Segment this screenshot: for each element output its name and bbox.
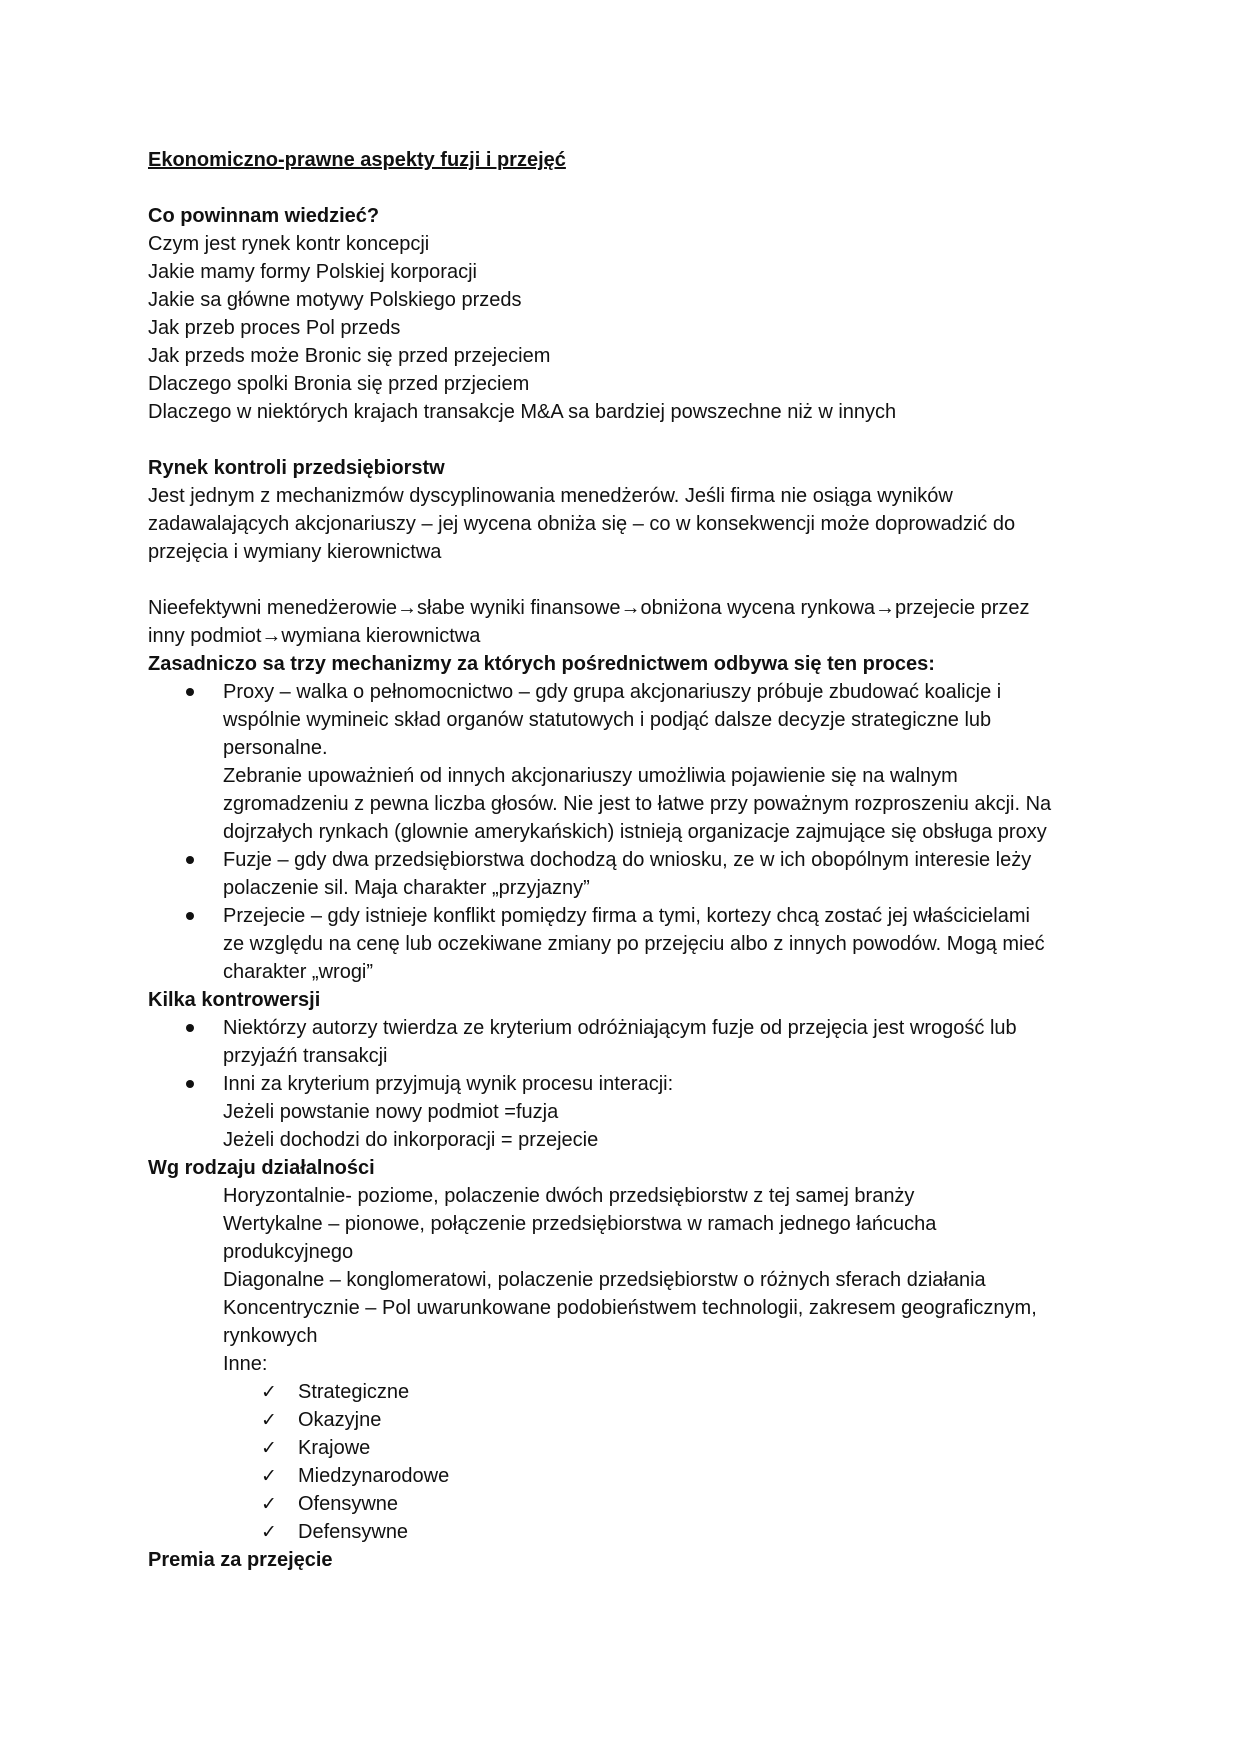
check-item (261, 1518, 1140, 1546)
check-item (261, 1406, 1140, 1434)
text-line: Inni za kryterium przyjmują wynik procesu interacji: (223, 1073, 674, 1095)
chain-line: Nieefektywni menedżerowie→słabe wyniki finansowe→obniżona wycena rynkowa→przejecie przez (148, 597, 1030, 619)
text-line: Wertykalne – pionowe, połączenie przedsiębiorstwa w ramach jednego łańcucha (223, 1213, 937, 1235)
check-item (261, 1378, 1140, 1406)
text-line: Jakie mamy formy Polskiej korporacji (148, 261, 477, 283)
text-line: Dlaczego w niektórych krajach transakcje M&A sa bardziej powszechne niż w innych (148, 401, 897, 423)
check-item (261, 1490, 1140, 1518)
text-line: Dlaczego spolki Bronia się przed przjeciem (148, 373, 530, 395)
text-line: Fuzje – gdy dwa przedsiębiorstwa dochodzą do wniosku, ze w ich obopólnym interesie leży (223, 849, 1032, 871)
check-item-label: Okazyjne (298, 1409, 382, 1431)
document-title: Ekonomiczno-prawne aspekty fuzji i przejęć (148, 149, 566, 171)
check-item-label: Miedzynarodowe (298, 1465, 450, 1487)
text-line: Koncentrycznie – Pol uwarunkowane podobieństwem technologii, zakresem geograficznym, (223, 1297, 1037, 1319)
text-line: Jeżeli powstanie nowy podmiot =fuzja (223, 1101, 559, 1123)
text-line: przyjaźń transakcji (223, 1045, 388, 1067)
bullet-list (148, 678, 1140, 986)
text-line: Diagonalne – konglomeratowi, polaczenie przedsiębiorstw o różnych sferach działania (223, 1269, 986, 1291)
text-line: Przejecie – gdy istnieje konflikt pomiędzy firma a tymi, kortezy chcą zostać jej właścicielami (223, 905, 1030, 927)
list-item (223, 846, 1140, 902)
text-line: rynkowych (223, 1325, 318, 1347)
text-line: Proxy – walka o pełnomocnictwo – gdy grupa akcjonariuszy próbuje zbudować koalicje i (223, 681, 1002, 703)
text-line: Horyzontalnie- poziome, polaczenie dwóch przedsiębiorstw z tej samej branży (223, 1185, 915, 1207)
checkmark-icon: ✓ (261, 1437, 277, 1459)
text-line: zgromadzeniu z pewna liczba głosów. Nie jest to łatwe przy poważnym rozproszeniu akcji. Na (223, 793, 1052, 815)
checkmark-icon: ✓ (261, 1465, 277, 1487)
section-heading: Rynek kontroli przedsiębiorstw (148, 457, 445, 479)
list-item (223, 1070, 1140, 1154)
text-line: charakter „wrogi” (223, 961, 374, 983)
bullet-list (148, 1014, 1140, 1154)
paragraph-gap (148, 426, 1140, 454)
chain-line: inny podmiot→wymiana kierownictwa (148, 625, 481, 647)
text-line: Czym jest rynek kontr koncepcji (148, 233, 430, 255)
checkmark-icon: ✓ (261, 1521, 277, 1543)
section-heading: Zasadniczo sa trzy mechanizmy za których pośrednictwem odbywa się ten proces: (148, 653, 935, 675)
section-heading: Wg rodzaju działalności (148, 1157, 375, 1179)
text-line: wspólnie wymineic skład organów statutowych i podjąć dalsze decyzje strategiczne lub (223, 709, 992, 731)
check-item-label: Defensywne (298, 1521, 409, 1543)
check-item (261, 1434, 1140, 1462)
check-item-label: Strategiczne (298, 1381, 410, 1403)
checkmark-icon: ✓ (261, 1493, 277, 1515)
text-line: Niektórzy autorzy twierdza ze kryterium odróżniającym fuzje od przejęcia jest wrogość lub (223, 1017, 1017, 1039)
text-line: produkcyjnego (223, 1241, 354, 1263)
text-line: przejęcia i wymiany kierownictwa (148, 541, 442, 563)
checkmark-icon: ✓ (261, 1409, 277, 1431)
list-item (223, 902, 1140, 986)
list-item (223, 1014, 1140, 1070)
checkmark-list (148, 1378, 1140, 1546)
section-heading: Co powinnam wiedzieć? (148, 205, 380, 227)
section-heading: Kilka kontrowersji (148, 989, 321, 1011)
text-line: Jak przeds może Bronic się przed przejeciem (148, 345, 551, 367)
check-item-label: Ofensywne (298, 1493, 399, 1515)
text-line: Jak przeb proces Pol przeds (148, 317, 401, 339)
check-item-label: Krajowe (298, 1437, 371, 1459)
text-line: Jest jednym z mechanizmów dyscyplinowania menedżerów. Jeśli firma nie osiąga wyników (148, 485, 953, 507)
text-line: Inne: (223, 1353, 268, 1375)
text-line: Zebranie upoważnień od innych akcjonariuszy umożliwia pojawienie się na walnym (223, 765, 958, 787)
section-heading: Premia za przejęcie (148, 1549, 333, 1571)
checkmark-icon: ✓ (261, 1381, 277, 1403)
text-line: polaczenie sil. Maja charakter „przyjazny” (223, 877, 590, 899)
check-item (261, 1462, 1140, 1490)
list-item (223, 678, 1140, 846)
text-line: ze względu na cenę lub oczekiwane zmiany po przejęciu albo z innych powodów. Mogą mieć (223, 933, 1045, 955)
text-line: Jeżeli dochodzi do inkorporacji = przejecie (223, 1129, 599, 1151)
text-line: personalne. (223, 737, 328, 759)
text-line: dojrzałych rynkach (glownie amerykańskich) istnieją organizacje zajmujące się obsługa proxy (223, 821, 1047, 843)
text-line: Jakie sa główne motywy Polskiego przeds (148, 289, 522, 311)
indented-block (148, 1182, 1140, 1378)
paragraph-gap (148, 566, 1140, 594)
text-line: zadawalających akcjonariuszy – jej wycena obniża się – co w konsekwencji może doprowadzić do (148, 513, 1016, 535)
